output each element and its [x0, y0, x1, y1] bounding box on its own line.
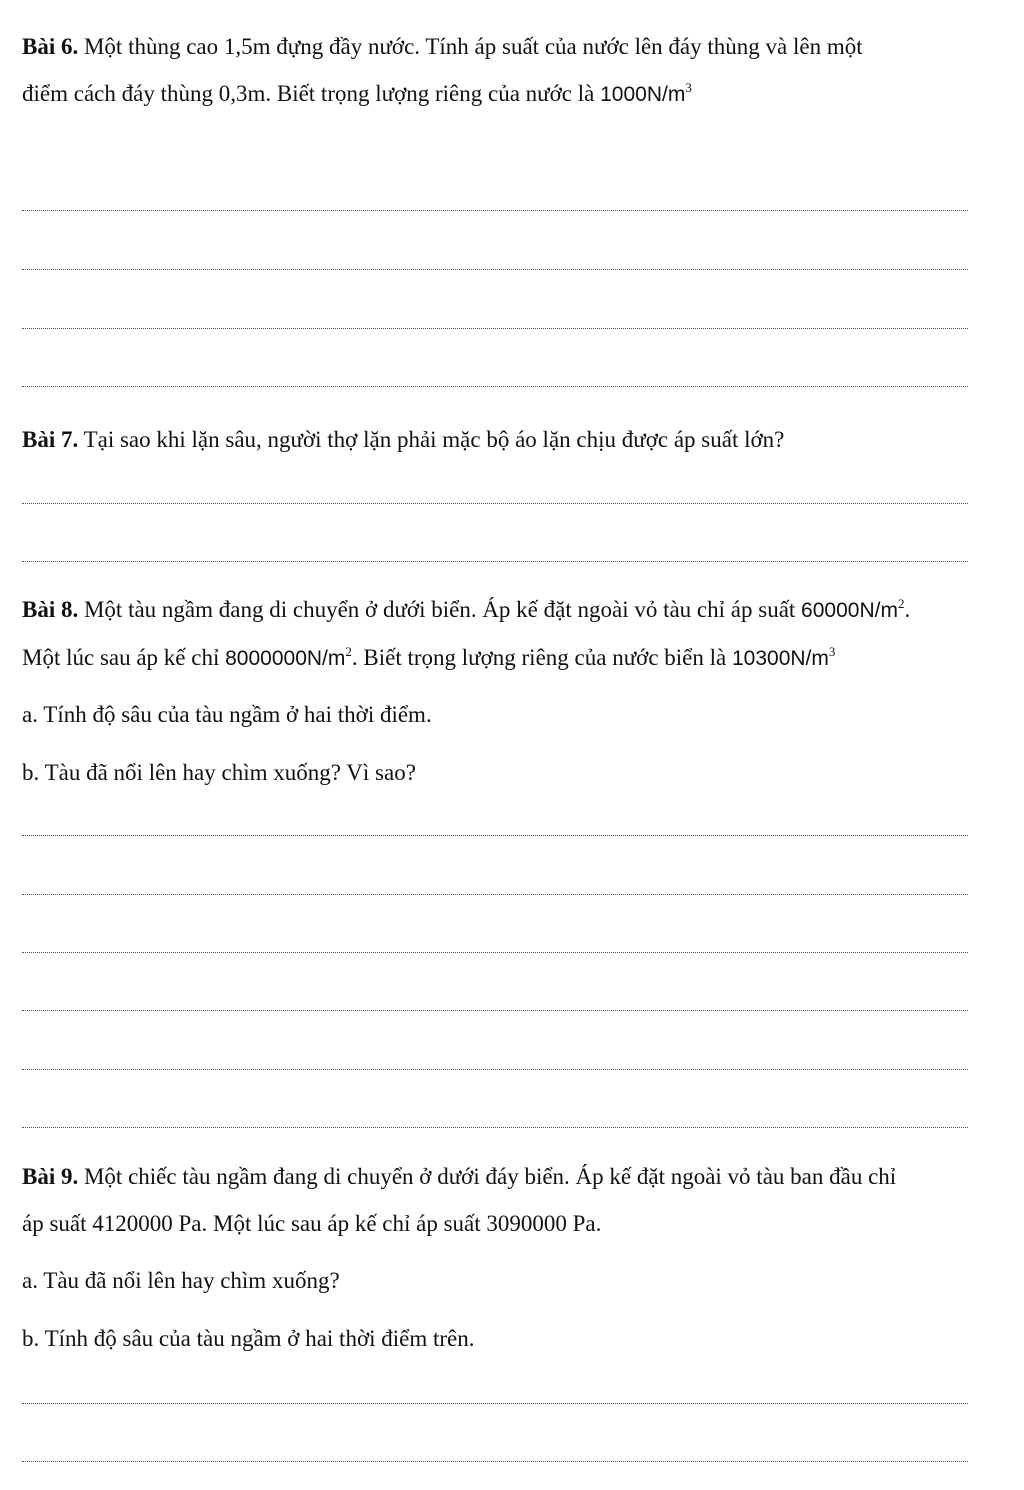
- bai9-line-2: áp suất 4120000 Pa. Một lúc sau áp kế chỉ áp suất 3090000 Pa.: [22, 1211, 602, 1236]
- answer-line: [22, 269, 968, 270]
- bai8-line-1: [22, 595, 910, 626]
- bai6-text-1: Một thùng cao 1,5m đựng đầy nước. Tính áp suất của nước lên đáy thùng và lên một: [78, 34, 863, 59]
- bai6-label: Bài 6.: [22, 34, 79, 59]
- bai9-line-1: [22, 1162, 896, 1192]
- bai8-pressure-1-exponent: 2: [897, 596, 905, 611]
- bai7-text-1: Tại sao khi lặn sâu, người thợ lặn phải mặc bộ áo lặn chịu được áp suất lớn?: [78, 427, 785, 452]
- bai9-part-b: b. Tính độ sâu của tàu ngầm ở hai thời điểm trên.: [22, 1326, 475, 1351]
- bai9-part-a: a. Tàu đã nổi lên hay chìm xuống?: [22, 1268, 340, 1293]
- bai6-water-weight-exponent: 3: [685, 80, 692, 95]
- answer-line: [22, 835, 968, 836]
- bai8-pressure-2-exponent: 2: [345, 644, 352, 659]
- bai6-line-2: [22, 79, 692, 110]
- bai8-text-2: Một lúc sau áp kế chỉ: [22, 645, 226, 670]
- bai8-pressure-1: 60000N/m: [801, 599, 898, 622]
- answer-line: [22, 1069, 968, 1070]
- bai7-line-1: [22, 425, 784, 455]
- answer-line: [22, 894, 968, 895]
- bai8-seawater-weight-exponent: 3: [828, 644, 836, 659]
- bai8-text-1-end: .: [904, 597, 911, 622]
- bai8-line-2: [22, 643, 835, 674]
- bai9-label: Bài 9.: [22, 1164, 79, 1189]
- answer-line: [22, 561, 968, 562]
- answer-line: [22, 1127, 968, 1128]
- bai9-text-1: Một chiếc tàu ngầm đang di chuyển ở dưới đáy biển. Áp kế đặt ngoài vỏ tàu ban đầu chỉ: [78, 1164, 897, 1189]
- bai8-text-1: Một tàu ngầm đang di chuyển ở dưới biển. Áp kế đặt ngoài vỏ tàu chỉ áp suất: [78, 597, 802, 622]
- answer-line: [22, 1461, 968, 1462]
- answer-line: [22, 210, 968, 211]
- bai6-text-2: điểm cách đáy thùng 0,3m. Biết trọng lượng riêng của nước là: [22, 81, 601, 106]
- bai7-label: Bài 7.: [22, 427, 79, 452]
- bai6-water-weight: 1000N/m: [600, 83, 686, 106]
- answer-line: [22, 952, 968, 953]
- answer-line: [22, 328, 968, 329]
- bai8-label: Bài 8.: [22, 597, 79, 622]
- bai8-seawater-weight: 10300N/m: [731, 647, 829, 670]
- bai8-text-2-mid: . Biết trọng lượng riêng của nước biển là: [351, 645, 732, 670]
- answer-line: [22, 1403, 968, 1404]
- bai8-part-a: a. Tính độ sâu của tàu ngầm ở hai thời điểm.: [22, 702, 432, 727]
- bai6-line-1: [22, 32, 863, 62]
- answer-line: [22, 503, 968, 504]
- answer-line: [22, 386, 968, 387]
- bai8-part-b: b. Tàu đã nổi lên hay chìm xuống? Vì sao?: [22, 760, 416, 785]
- bai8-pressure-2: 8000000N/m: [225, 647, 346, 670]
- answer-line: [22, 1010, 968, 1011]
